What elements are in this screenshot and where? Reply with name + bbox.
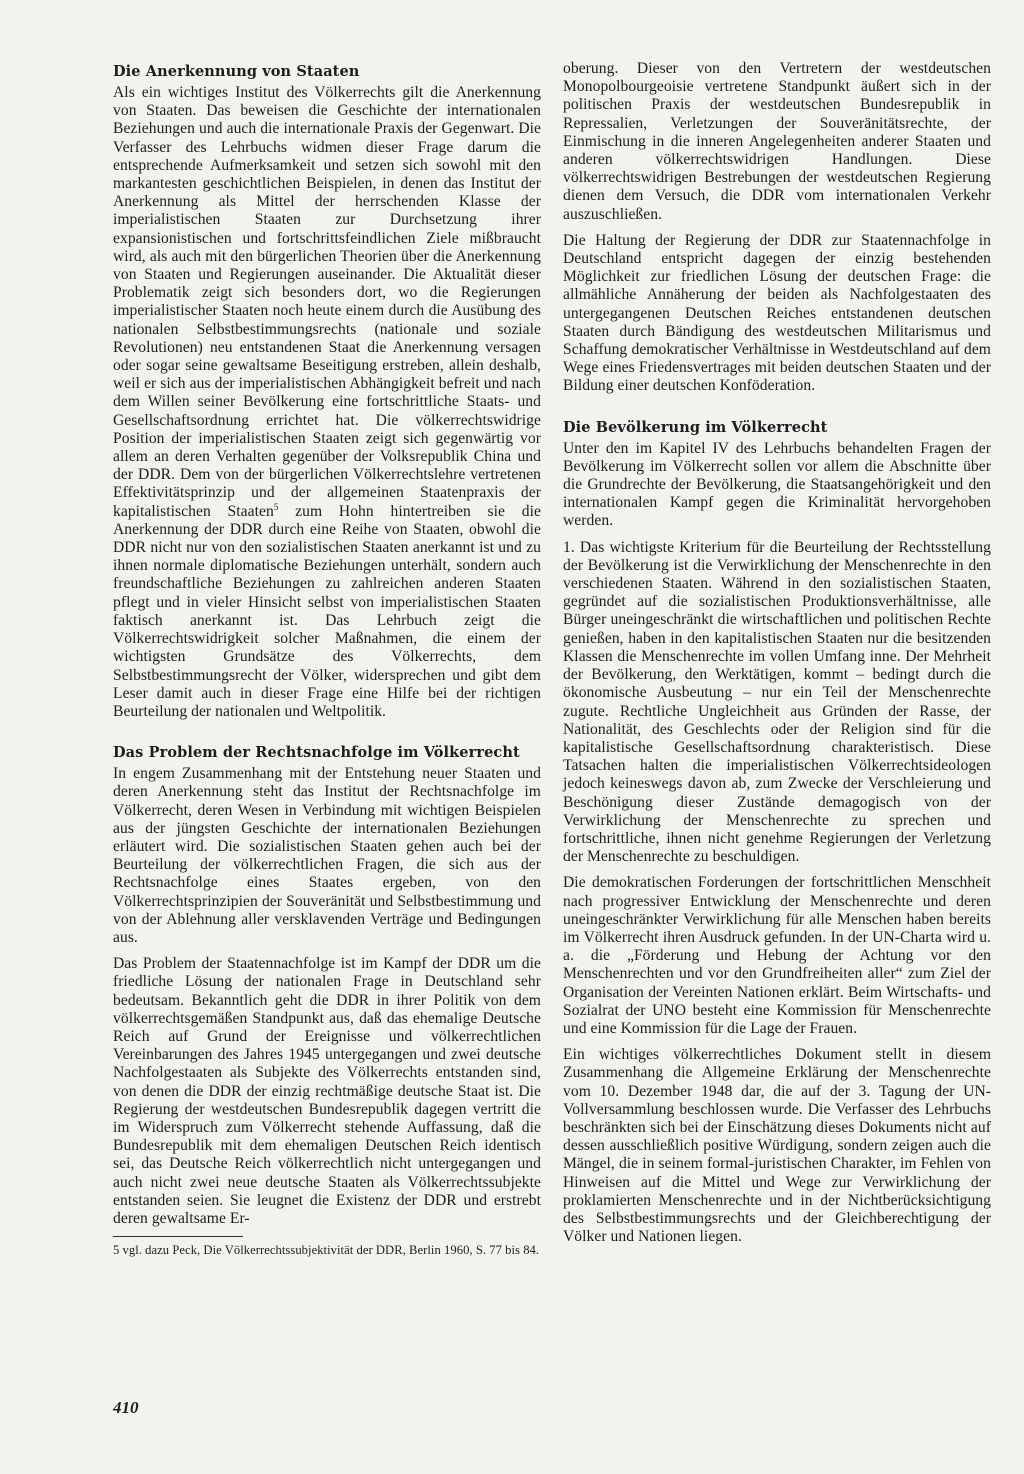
paragraph: Unter den im Kapitel IV des Lehrbuchs behandelten Fragen der Bevölkerung im Völkerrecht sollen vor allem die Abschnitte über die Grundrechte der Bevölkerung, die Staatsangehörigkeit und den internationalen Kampf gegen die Kriminalität hervorgehoben werden.: [563, 439, 991, 530]
paragraph-text: zum Hohn hintertreiben sie die Anerkennung der DDR durch eine Reihe von Staaten, obwohl die DDR nicht nur von den sozialistischen Staaten anerkannt ist und zu ihnen normale diplomatische Beziehungen unterhält, sondern auch freundschaftliche Beziehungen zu zahlreichen anderen Staaten pflegt und in vieler Hinsicht selbst von imperialistischen Staaten faktisch anerkannt ist. Das Lehrbuch zeigt die Völkerrechtswidrigkeit solcher Maßnahmen, die einem der wichtigsten Grundsätze des Völkerrechts, dem Selbstbestimmungsrecht der Völker, widersprechen und gibt dem Leser damit auch in dieser Frage eine Hilfe bei der richtigen Beurteilung der nationalen und Weltpolitik.: [113, 502, 541, 720]
paragraph: In engem Zusammenhang mit der Entstehung neuer Staaten und deren Anerkennung steht das Institut der Rechtsnachfolge im Völkerrecht, deren Wesen in Verbindung mit wichtigen Beispielen aus der jüngsten Geschichte der internationalen Beziehungen erläutert wird. Die sozialistischen Staaten gehen auch bei der Beurteilung der völkerrechtlichen Fragen, die sich aus der Rechtsnachfolge eines Staates ergeben, von den Völkerrechtsprinzipien der Souveränität und Selbstbestimmung und von der Ablehnung aller versklavenden Verträge und Bedingungen aus.: [113, 765, 541, 946]
heading-bevoelkerung: Die Bevölkerung im Völkerrecht: [563, 418, 828, 436]
paragraph: [113, 84, 541, 721]
right-column: [563, 60, 991, 1254]
heading-rechtsnachfolge: Das Problem der Rechtsnachfolge im Völkerrecht: [113, 744, 520, 762]
paragraph-text: Als ein wichtiges Institut des Völkerrechts gilt die Anerkennung von Staaten. Das beweisen die Geschichte der internationalen Beziehungen und auch die internationale Praxis der Gegenwart. Die Verfasser des Lehrbuchs widmen dieser Frage darum die entsprechende Aufmerksamkeit und setzen sich sowohl mit den markantesten geschichtlichen Beispielen, in denen das Institut der Anerkennung als Mittel der herrschenden Klasse der imperialistischen Staaten zur Durchsetzung ihrer expansionistischen und fortschrittsfeindlichen Ziele mißbraucht wird, als auch mit den bürgerlichen Theorien über die Anerkennung von Staaten und Regierungen auseinander. Die Aktualität dieser Problematik zeigt sich besonders dort, wo die Regierungen imperialistischer Staaten noch heute einem durch die Ausübung des nationalen Selbstbestimmungsrechts (nationale und soziale Revolutionen) neu entstandenen Staat die Anerkennung versagen oder sogar seine gewaltsame Beseitigung erstreben, allein deshalb, weil er sich aus der imperialistischen Abhängigkeit befreit und nach dem Willen seiner Bevölkerung eine fortschrittliche Staats- und Gesellschaftsordnung errichtet hat. Die völkerrechtswidrige Position der imperialistischen Staaten zeigt sich gegenwärtig vor allem an deren Verhalten gegenüber der Volksrepublik China und der DDR. Dem von der bürgerlichen Völkerrechtslehre vertretenen Effektivitätsprinzip und der allgemeinen Staatenpraxis der kapitalistischen Staaten: [113, 84, 541, 520]
paragraph: oberung. Dieser von den Vertretern der westdeutschen Monopolbourgeoisie vertretene Standpunkt äußert sich in der politischen Praxis der westdeutschen Bundesrepublik in Repressalien, Verletzungen der Souveränitätsrechte, der Einmischung in die inneren Angelegenheiten anderer Staaten und anderen völkerrechtswidrigen Handlungen. Diese völkerrechtswidrigen Bestrebungen der westdeutschen Regierung dienen dem Versuch, die DDR vom internationalen Verkehr auszuschließen.: [563, 60, 991, 223]
footnote: 5 vgl. dazu Peck, Die Völkerrechtssubjektivität der DDR, Berlin 1960, S. 77 bis 84.: [113, 1243, 540, 1258]
paragraph: Ein wichtiges völkerrechtliches Dokument stellt in diesem Zusammenhang die Allgemeine Erklärung der Menschenrechte vom 10. Dezember 1948 dar, die auf der 3. Tagung der UN-Vollversammlung beschlossen wurde. Die Verfasser des Lehrbuchs beschränkten sich bei der Einschätzung dieses Dokuments nicht auf dessen ausschließlich positive Würdigung, sondern zeigen auch die Mängel, die in seinem formal-juristischen Charakter, im Fehlen von Hinweisen auf die Mittel und Wege zur Verwirklichung der proklamierten Menschenrechte und in der Nichtberücksichtigung des Selbstbestimmungsrechts und der Gleichberechtigung der Völker und Nationen liegen.: [563, 1046, 991, 1246]
paragraph: 1. Das wichtigste Kriterium für die Beurteilung der Rechtsstellung der Bevölkerung ist die Verwirklichung der Menschenrechte in den verschiedenen Staaten. Während in den sozialistischen Staaten, gegründet auf die sozialistischen Produktionsverhältnisse, alle Bürger uneingeschränkt die wirtschaftlichen und politischen Rechte genießen, haben in den kapitalistischen Staaten nur die besitzenden Klassen die Menschenrechte im vollen Umfang inne. Der Mehrheit der Bevölkerung, den Werktätigen, kommt – bedingt durch die ökonomische Ausbeutung – nur ein Teil der Menschenrechte zugute. Rechtliche Ungleichheit aus Gründen der Rasse, der Nationalität, des Geschlechts oder der Religion sind für die kapitalistische Gesellschaftsordnung charakteristisch. Diese Tatsachen halten die imperialistischen Völkerrechtsideologen jedoch keineswegs davon ab, zum Zwecke der Verschleierung und Beschönigung dieser Zustände demagogisch von der Verwirklichung der Menschenrechte zu sprechen und fortschrittliche, ihnen nicht genehme Regierungen der Verletzung der Menschenrechte zu beschuldigen.: [563, 538, 991, 866]
paragraph: Das Problem der Staatennachfolge ist im Kampf der DDR um die friedliche Lösung der nationalen Frage in Deutschland sehr bedeutsam. Bekanntlich geht die DDR in ihrer Politik von dem völkerrechtsgemäßen Standpunkt aus, daß das ehemalige Deutsche Reich auf Grund der Ereignisse und völkerrechtlichen Vereinbarungen des Jahres 1945 untergegangen und zwei deutsche Nachfolgestaaten als Subjekte des Völkerrechts entstanden sind, von denen die DDR der einzig rechtmäßige deutsche Staat ist. Die Regierung der westdeutschen Bundesrepublik dagegen vertritt die im Widerspruch zum Völkerrecht stehende Auffassung, daß die Bundesrepublik mit dem ehemaligen Deutschen Reich identisch sei, das Deutsche Reich völkerrechtlich nicht untergegangen und auch nicht zwei neue deutsche Staaten als Völkerrechtssubjekte entstanden seien. Sie leugnet die Existenz der DDR und erstrebt deren gewaltsame Er-: [113, 955, 541, 1227]
heading-anerkennung: Die Anerkennung von Staaten: [113, 63, 360, 80]
footnote-divider: [113, 1236, 243, 1237]
page-number: 410: [113, 1398, 139, 1417]
footnote-ref: 5: [273, 501, 279, 512]
left-column: [113, 62, 541, 1258]
paragraph: Die Haltung der Regierung der DDR zur Staatennachfolge in Deutschland entspricht dagegen der einzig bestehenden Möglichkeit zur friedlichen Lösung der deutschen Frage: die allmähliche Annäherung der beiden als Nachfolgestaaten des untergegangenen Deutschen Reiches entstandenen deutschen Staaten durch Bändigung des westdeutschen Militarismus und Schaffung demokratischer Verhältnisse in Westdeutschland auf dem Wege eines Friedensvertrages mit beiden deutschen Staaten und der Bildung einer deutschen Konföderation.: [563, 231, 991, 395]
paragraph: Die demokratischen Forderungen der fortschrittlichen Menschheit nach progressiver Entwicklung der Menschenrechte und deren uneingeschränkter Verwirklichung für alle Menschen haben bereits im Völkerrecht ihren Ausdruck gefunden. In der UN-Charta wird u. a. die „Förderung und Hebung der Achtung vor den Menschenrechten und vor den Grundfreiheiten aller“ zum Ziel der Organisation der Vereinten Nationen erklärt. Beim Wirtschafts- und Sozialrat der UNO besteht eine Kommission für Menschenrechte und eine Kommission für die Lage der Frauen.: [563, 874, 991, 1037]
